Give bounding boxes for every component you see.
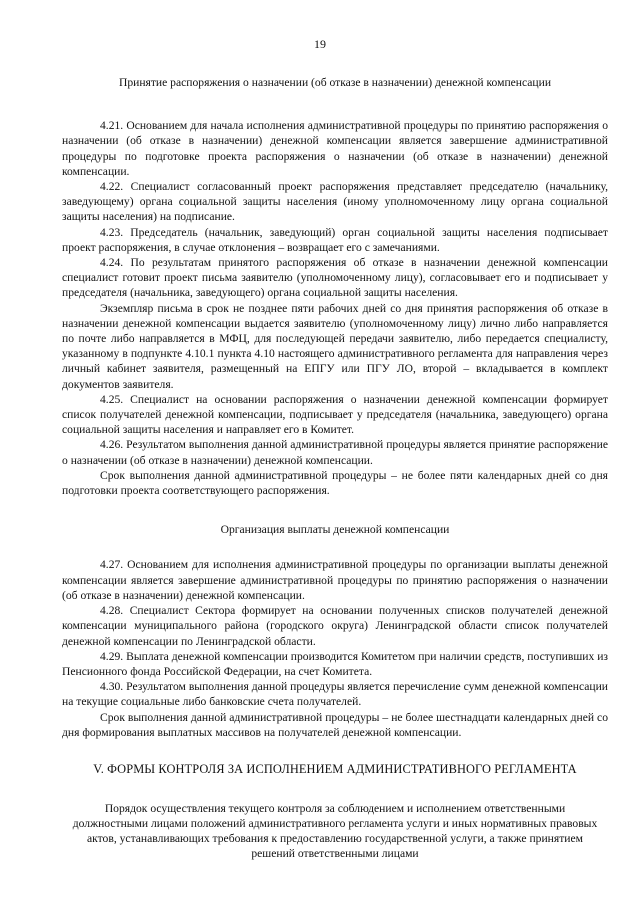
paragraph-decision-term: Срок выполнения данной административной процедуры – не более пяти календарных дней со дня подготовки проекта соответствующего распоряжения. bbox=[62, 468, 608, 498]
page-number: 19 bbox=[314, 37, 326, 51]
paragraph-4-22: 4.22. Специалист согласованный проект распоряжения представляет председателю (начальнику, заведующему) органа социальной защиты населения (иному уполномоченному лицу органа социальной защиты населения) на подписание. bbox=[62, 180, 608, 224]
paragraph-4-25: 4.25. Специалист на основании распоряжения о назначении денежной компенсации формирует список получателей денежной компенсации, подписывает у председателя (начальника, заведующего) органа социальной защиты населения и направляет его в Комитет. bbox=[62, 392, 608, 437]
paragraph-4-30: 4.30. Результатом выполнения данной процедуры является перечисление сумм денежной компенсации на текущие социальные либо банковские счета получателей. bbox=[62, 680, 608, 709]
chapter-heading-control: V. ФОРМЫ КОНТРОЛЯ ЗА ИСПОЛНЕНИЕМ АДМИНИСТРАТИВНОГО РЕГЛАМЕНТА bbox=[93, 761, 577, 776]
paragraph-4-27: 4.27. Основанием для исполнения административной процедуры по организации выплаты денежной компенсации является завершение административной процедуры по принятию распоряжения о назначении (об отказе в назначении) денежной компенсации. bbox=[62, 558, 608, 602]
subheading-current-control: Порядок осуществления текущего контроля за соблюдением и исполнением ответственными должностными лицами положений административного регламента услуги и иных нормативных правовых актов, устанавливающих требования к предоставлению государственной услуги, а также принятием решений ответственными лицами bbox=[72, 802, 598, 861]
paragraph-4-26: 4.26. Результатом выполнения данной административной процедуры является принятие распоряжение о назначении (об отказе в назначении) денежной компенсации. bbox=[62, 438, 608, 467]
section-payment-paragraphs bbox=[62, 557, 608, 739]
paragraph-4-28: 4.28. Специалист Сектора формирует на основании полученных списков получателей денежной компенсации муниципального района (городского округа) Ленинградской области список получателей денежной компенсации по Ленинградской области. bbox=[62, 604, 608, 648]
section-heading-payment: Организация выплаты денежной компенсации bbox=[220, 523, 450, 537]
paragraph-letter-copy: Экземпляр письма в срок не позднее пяти рабочих дней со дня принятия распоряжения об отказе в назначении денежной компенсации выдается заявителю (уполномоченному лицу) лично либо направляется по почте либо направляется в МФЦ, для последующей передачи заявителю, либо передается специалисту, указанному в подпункте 4.10.1 пункта 4.10 настоящего административного регламента для направления через личный кабинет заявителя, размещенный на ЕПГУ или ПГУ ЛО, второй – вкладывается в комплект документов заявителя. bbox=[62, 301, 608, 391]
document-body bbox=[62, 75, 608, 861]
paragraph-4-29: 4.29. Выплата денежной компенсации производится Комитетом при наличии средств, поступивших из Пенсионного фонда Российской Федерации, на счет Комитета. bbox=[62, 649, 608, 678]
paragraph-4-24: 4.24. По результатам принятого распоряжения об отказе в назначении денежной компенсации специалист готовит проект письма заявителю (уполномоченному лицу), согласовывает его и подписывает у председателя (начальника, заведующего) органа социальной защиты населения. bbox=[62, 256, 608, 300]
paragraph-payment-term: Срок выполнения данной административной процедуры – не более шестнадцати календарных дней со дня формирования выплатных массивов на получателей денежной компенсации. bbox=[62, 710, 608, 739]
section-heading-decision: Принятие распоряжения о назначении (об отказе в назначении) денежной компенсации bbox=[118, 76, 552, 89]
paragraph-4-21: 4.21. Основанием для начала исполнения административной процедуры по принятию распоряжения о назначении (об отказе в назначении) денежной компенсации является завершение административной процедуры по подготовке проекта распоряжения о назначении (об отказе в назначении) денежной компенсации. bbox=[62, 119, 608, 178]
paragraph-4-23: 4.23. Председатель (начальник, заведующий) орган социальной защиты населения подписывает проект распоряжения, в случае отклонения – возвращает его с замечаниями. bbox=[62, 225, 608, 254]
section-decision-paragraphs bbox=[62, 118, 608, 498]
